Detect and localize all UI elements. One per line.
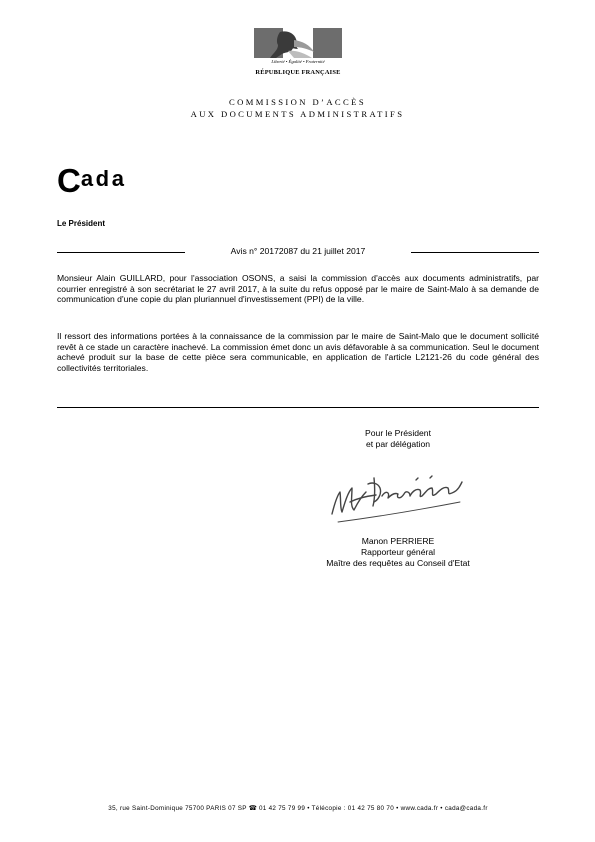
commission-line-2: AUX DOCUMENTS ADMINISTRATIFS <box>190 109 405 119</box>
avis-title: Avis n° 20172087 du 21 juillet 2017 <box>230 246 366 256</box>
signatory-function: Maître des requêtes au Conseil d'Etat <box>326 558 470 568</box>
commission-heading <box>100 96 495 120</box>
signatory-title: Rapporteur général <box>360 547 436 557</box>
president-label: Le Président <box>57 219 106 228</box>
delegation-line-1: Pour le Président <box>365 428 431 438</box>
cada-logo-text: ada <box>80 166 127 191</box>
delegation-block <box>300 428 496 450</box>
section-divider <box>57 407 539 408</box>
logo-republic-text: RÉPUBLIQUE FRANÇAISE <box>255 69 341 76</box>
title-rule-right <box>411 252 539 253</box>
delegation-line-2: et par délégation <box>365 439 431 449</box>
cada-logo-c: C <box>57 162 81 199</box>
footer-address: 35, rue Saint-Dominique 75700 PARIS 07 SP ☎ 01 42 75 79 99 • Télécopie : 01 42 75 80 70 • www.cada.fr • cada@cada.fr <box>108 805 488 812</box>
marianne-emblem-icon <box>254 28 342 58</box>
handwritten-signature <box>328 462 468 526</box>
signatory-block <box>300 536 496 569</box>
marianne-logo <box>254 28 342 80</box>
commission-line-1: COMMISSION D’ACCÈS <box>228 97 367 107</box>
signatory-name: Manon PERRIERE <box>361 536 435 546</box>
title-rule-left <box>57 252 185 253</box>
body-paragraph-2: Il ressort des informations portées à la connaissance de la commission par le maire de Saint-Malo que le document sollicité revêt à ce stade un caractère inachevé. La commission émet donc un avis défavorable à sa communication. Seul le document achevé produit sur la base de cette pièce sera communicable, en application de l'article L2121-26 du code général des collectivités territoriales. <box>57 331 539 373</box>
logo-motto: Liberté • Égalité • Fraternité <box>271 59 325 64</box>
body-paragraph-1: Monsieur Alain GUILLARD, pour l'association OSONS, a saisi la commission d'accès aux documents administratifs, par courrier enregistré à son secrétariat le 27 avril 2017, à la suite du refus opposé par le maire de Saint-Malo à sa demande de communication d'une copie du plan pluriannuel d'investissement (PPI) de la ville. <box>57 273 539 305</box>
cada-logo <box>57 162 127 202</box>
